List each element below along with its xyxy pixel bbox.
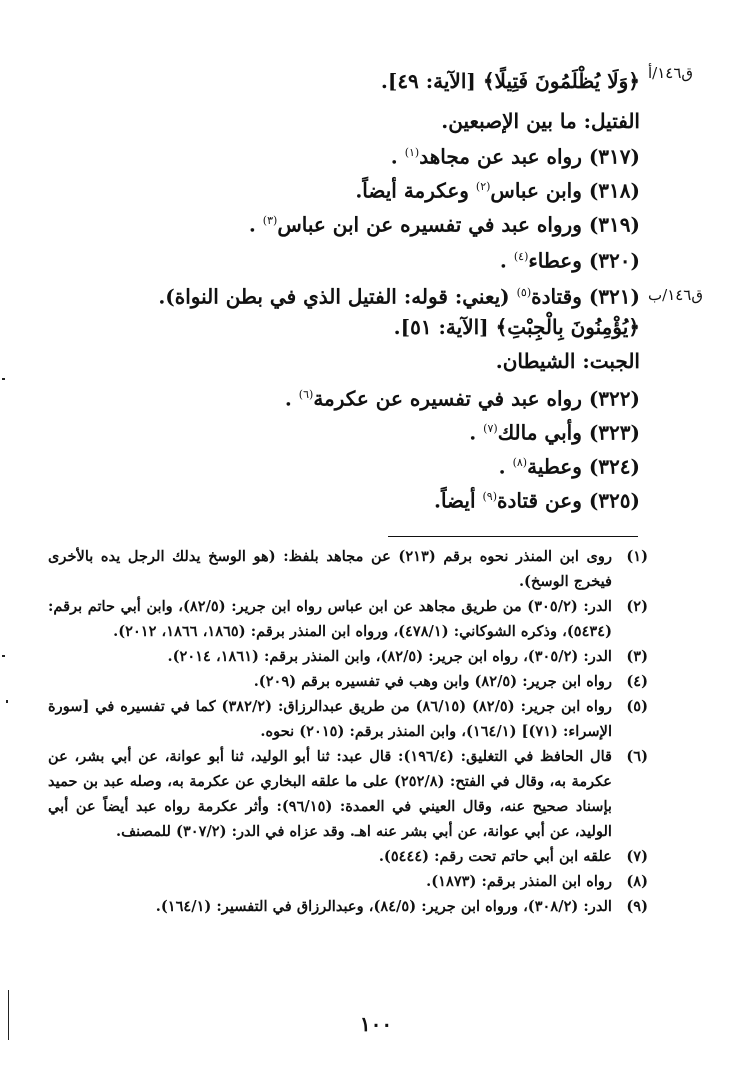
footnote-ref: (١) [404,146,420,159]
quran-verse: ﴿يُؤْمِنُونَ بِالْجِبْتِ﴾ [الآية: ٥١]. [393,315,640,339]
footnote-text: علقه ابن أبي حاتم تحت رقم: (٥٤٤٤). [378,848,612,865]
gloss-line: الجبت: الشيطان. [495,349,640,373]
footnote-ref: (٨) [512,456,528,469]
narration-tail: . [498,454,506,479]
margin-note: ق١٤٦/ب [648,286,703,304]
narration-number: (٣١٧) [588,144,640,169]
footnote-text: الدر: (٣٠٥/٢) من طريق مجاهد عن ابن عباس رواه ابن جرير: (٨٢/٥)، وابن أبي حاتم برقم: (٥٤٣٤)، وذكره الشوكاني: (٤٧٨/١)، ورواه ابن المنذر برقم: (١٨٦٥، ١٨٦٦، ٢٠١٢). [48,598,612,640]
footnote-ref: (٥) [516,286,532,299]
narration-line [100,482,640,516]
narration-text: وعطاء [528,248,582,273]
footnote [48,869,648,894]
narration-tail: أيضاً. [433,488,476,513]
narration-tail: . [469,420,477,445]
narration-text: وأبي مالك [497,420,582,445]
narration-number: (٣١٨) [588,178,640,203]
narration-line [100,380,640,414]
narration-number: (٣٢٣) [588,420,640,445]
footnote-text: رواه ابن جرير: (٨٢/٥) وابن وهب في تفسيره برقم (٢٠٩). [253,673,612,690]
margin-note: ق١٤٦/أ [648,64,694,82]
footnote-ref: (٣) [262,214,278,227]
narration-text: وعن قتادة [497,488,582,513]
footnote-ref: (٤) [513,250,529,263]
footnote-number: (٩) [626,898,648,915]
narration-line [100,278,640,312]
narration-line [100,414,640,448]
footnotes [48,544,648,919]
footnote-number: (١) [626,548,648,565]
narration-line [100,172,640,206]
scan-mark [6,700,8,703]
narration-text: رواه عبد في تفسيره عن عكرمة [313,386,582,411]
narration-tail: . [390,144,398,169]
footnote [48,594,648,644]
footnote-text: رواه ابن المنذر برقم: (١٨٧٣). [426,873,612,890]
narration-number: (٣٢٥) [588,488,640,513]
footnote-number: (٨) [626,873,648,890]
footnote-number: (٦) [626,748,648,765]
scan-mark [2,655,5,657]
narration-tail: . [499,248,507,273]
footnote-number: (٧) [626,848,648,865]
footnote-number: (٢) [626,598,648,615]
footnote-number: (٤) [626,673,648,690]
narration-text: ورواه عبد في تفسيره عن ابن عباس [277,212,582,237]
narration-text: وابن عباس [490,178,582,203]
footnote-ref: (٦) [298,388,314,401]
footnote [48,844,648,869]
footnote-text: الدر: (٣٠٨/٢)، ورواه ابن جرير: (٨٤/٥)، وعبدالرزاق في التفسير: (١٦٤/١). [155,898,612,915]
page-number: ١٠٠ [359,1012,393,1036]
scan-mark [2,378,5,380]
footnote [48,544,648,594]
footnote [48,744,648,844]
narration-line [100,206,640,240]
footnote-separator [388,536,638,537]
footnote-ref: (٢) [475,180,491,193]
narration-text: وعطية [527,454,582,479]
footnote-ref: (٩) [482,490,497,503]
footnote-text: الدر: (٣٠٥/٢)، رواه ابن جرير: (٨٢/٥)، وابن المنذر برقم: (١٨٦١، ٢٠١٤). [167,648,612,665]
footnote-text: رواه ابن جرير: (٨٢/٥) (٨٦/١٥) من طريق عبدالرزاق: (٣٨٢/٢) كما في تفسيره في [سورة الإسراء: (٧١)] (١٦٤/١)، وابن المنذر برقم: (٢٠١٥) نحوه. [48,698,612,740]
footnote [48,894,648,919]
footnote [48,644,648,669]
narration-line [100,138,640,172]
narration-text: رواه عبد عن مجاهد [419,144,582,169]
footnote-text: قال الحافظ في التغليق: (١٩٦/٤): قال عبد: ثنا أبو الوليد، ثنا أبو عوانة، عن أبي بشر، عن عكرمة به، وقال في الفتح: (٢٥٢/٨) على ما علقه البخاري عن عكرمة به، وصله عبد بن حميد بإسناد صحيح عنه، وقال العيني في العمدة: (٩٦/١٥): وأثر عكرمة رواه عبد أيضاً عن أبي الوليد، عن أبي عوانة، عن أبي بشر عنه اهـ. وقد عزاه في الدر: (٣٠٧/٢) للمصنف. [48,748,612,840]
narration-tail: (يعني: قوله: الفتيل الذي في بطن النواة). [158,284,510,309]
narration-text: وقتادة [531,284,582,309]
footnote [48,694,648,744]
footnote-number: (٥) [626,698,648,715]
gloss-line: الفتيل: ما بين الإصبعين. [441,109,640,133]
narration-number: (٣٢٢) [588,386,640,411]
narration-number: (٣٢٤) [588,454,640,479]
footnote-number: (٣) [626,648,648,665]
narration-tail: . [284,386,292,411]
scan-mark [8,990,9,1040]
narration-number: (٣٢١) [588,284,640,309]
quran-verse: ﴿وَلَا يُظْلَمُونَ فَتِيلًا﴾ [الآية: ٤٩]. [380,69,640,93]
narration-line [100,242,640,276]
footnote [48,669,648,694]
narration-number: (٣٢٠) [588,248,640,273]
footnote-text: روى ابن المنذر نحوه برقم (٢١٣) عن مجاهد بلفظ: (هو الوسخ يدلك الرجل يده بالأخرى فيخرج الوسخ). [48,548,613,590]
footnote-ref: (٧) [483,422,498,435]
narration-tail: . [248,212,256,237]
narration-line [100,448,640,482]
narration-number: (٣١٩) [588,212,640,237]
narration-tail: وعكرمة أيضاً. [355,178,469,203]
